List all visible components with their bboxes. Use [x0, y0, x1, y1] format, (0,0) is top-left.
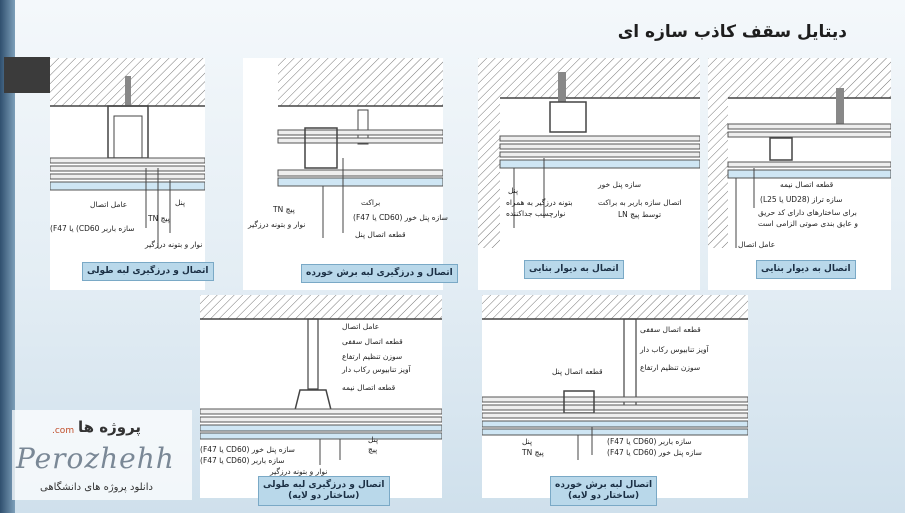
label-screw-tn: پیچ TN — [273, 205, 295, 214]
caption-subtext: (ساختار دو لایه) — [288, 491, 360, 501]
label-panel-connector: قطعه اتصال پنل — [355, 230, 406, 239]
caption-double-layer-longitudinal — [258, 476, 390, 506]
label-panel-profile: سازه پنل خور (CD60 یا F47) — [353, 213, 448, 222]
label-carrier-profile: سازه باربر CD60) یا F47) — [50, 224, 135, 233]
label-joint-tape: نوار و بتونه درزگیر — [248, 220, 306, 229]
detail-panel-masonry-wall-1 — [478, 58, 700, 290]
label-carrier-profile: سازه باربر (CD60 یا F47) — [200, 456, 285, 465]
label-bracket: براکت — [361, 198, 381, 207]
label-joint-tape: نوار و بتونه درزگیر — [270, 467, 328, 476]
label-connector: عامل اتصال — [738, 240, 776, 249]
label-panel: پنل — [368, 435, 379, 444]
label-panel-profile: سازه پنل خور — [598, 180, 642, 189]
label-fire-note-2: و عایق بندی صوتی الزامی است — [758, 219, 858, 228]
caption-subtext: (ساختار دو لایه) — [567, 491, 640, 501]
label-separating-tape: نوارچسب جداکننده — [506, 209, 566, 218]
label-carrier-bracket: اتصال سازه باربر به براکت — [598, 198, 682, 207]
label-screw-tn: پیچ TN — [148, 214, 170, 223]
label-panel-profile: سازه پنل خور (CD60 یا F47) — [607, 448, 702, 457]
detail-drawing — [482, 295, 748, 498]
label-hanger: آویز تنابیوس رکاب دار — [342, 365, 411, 374]
label-panel-profile: سازه پنل خور (CD60 یا F47) — [200, 445, 295, 454]
detail-drawing — [708, 58, 891, 290]
label-panel: پنل — [522, 437, 533, 446]
label-half-connector: قطعه اتصال نیمه — [342, 383, 396, 392]
detail-panel-double-layer-longitudinal — [200, 295, 442, 501]
label-panel: پنل — [508, 186, 519, 195]
corner-square — [4, 57, 50, 93]
label-ceiling-connector: قطعه اتصال سقفی — [342, 337, 403, 346]
caption-cut-edge: اتصال و درزگیری لبه برش خورده — [301, 264, 458, 283]
caption-text: اتصال و درزگیری لبه طولی — [263, 480, 385, 490]
label-connector: عامل اتصال — [90, 200, 128, 209]
label-joint-tape: نوار و بتونه درزگیر — [145, 240, 203, 249]
label-height-pin: سوزن تنظیم ارتفاع — [640, 363, 701, 372]
detail-drawing — [478, 58, 700, 290]
detail-panel-masonry-wall-2 — [708, 58, 891, 290]
caption-longitudinal-edge: اتصال و درزگیری لبه طولی — [82, 262, 214, 281]
label-hanger: آویز تنابیوس رکاب دار — [640, 345, 709, 354]
detail-panel-double-layer-cut-edge — [482, 295, 748, 501]
label-height-pin: سوزن تنظیم ارتفاع — [342, 352, 403, 361]
label-fire-note-1: برای ساختارهای دارای کد حریق — [758, 208, 857, 217]
label-screw-tn: پیچ TN — [522, 448, 544, 457]
caption-masonry-wall-2: اتصال به دیوار بنایی — [756, 260, 856, 279]
detail-drawing — [50, 58, 205, 290]
label-screw: پیچ — [368, 445, 378, 454]
detail-panel-cut-edge — [243, 58, 453, 290]
label-connector: عامل اتصال — [342, 322, 380, 331]
label-leveling-profile: سازه تراز (UD28 یا L25) — [760, 195, 843, 204]
label-half-connector: قطعه اتصال نیمه — [780, 180, 834, 189]
logo-watermark — [12, 410, 192, 500]
logo-en-text: Perozhehh — [16, 442, 175, 475]
detail-panel-longitudinal-edge — [50, 58, 209, 290]
detail-drawing — [243, 58, 443, 290]
logo-com-text: .com — [52, 426, 75, 436]
label-ceiling-connector: قطعه اتصال سقفی — [640, 325, 701, 334]
logo-subtitle: دانلود پروژه های دانشگاهی — [40, 482, 153, 493]
label-joint-compound: بتونه درزگیر به همراه — [506, 198, 573, 207]
label-panel: پنل — [175, 198, 186, 207]
caption-masonry-wall-1: اتصال به دیوار بنایی — [524, 260, 624, 279]
caption-text: اتصال لبه برش خورده — [555, 480, 653, 490]
logo-fa-text: پروژه ها — [78, 418, 142, 436]
label-carrier-profile: سازه باربر (CD60 یا F47) — [607, 437, 692, 446]
caption-double-layer-cut-edge — [550, 476, 657, 506]
label-panel-connector: قطعه اتصال پنل — [552, 367, 603, 376]
label-screw-ln: توسط پیچ LN — [618, 210, 662, 219]
slide-title: دیتایل سقف کاذب سازه ای — [617, 22, 847, 42]
